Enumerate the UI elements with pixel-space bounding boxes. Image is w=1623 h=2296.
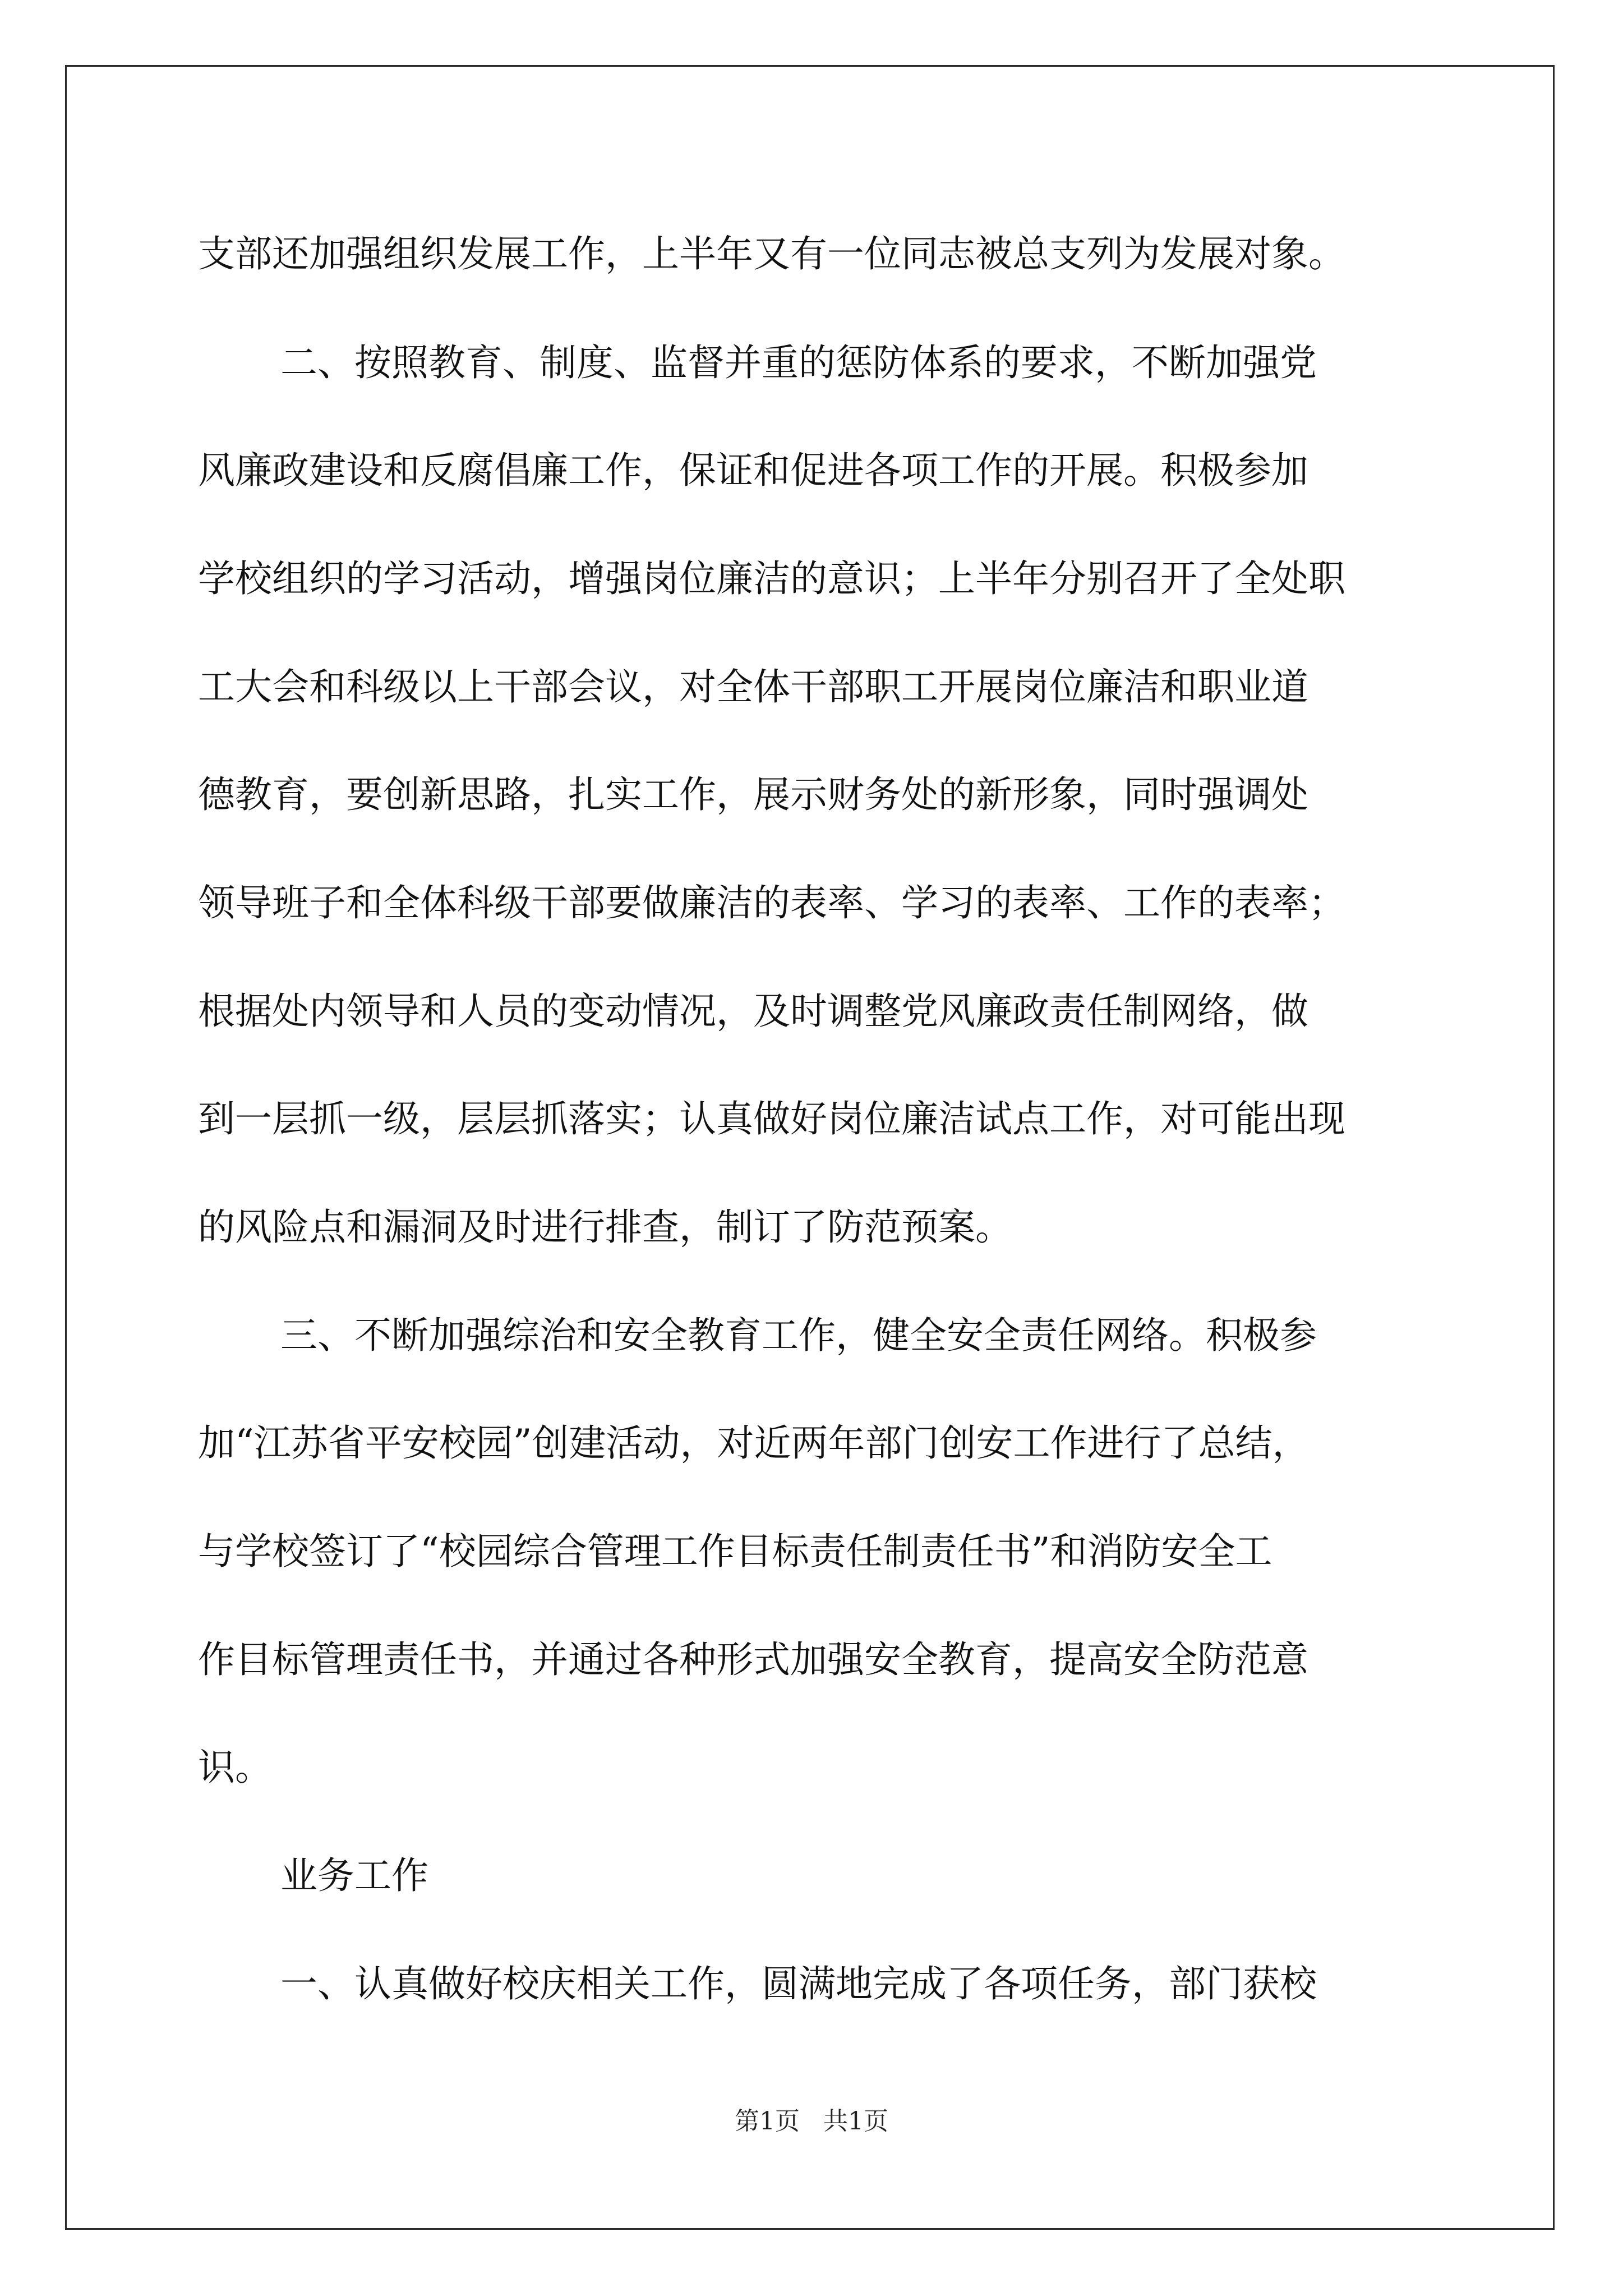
text-line-17: 一、认真做好校庆相关工作，圆满地完成了各项任务，部门获校	[280, 1962, 1317, 2005]
text-line-1: 支部还加强组织发展工作，上半年又有一位同志被总支列为发展对象。	[198, 232, 1345, 275]
text-line-9: 到一层抓一级，层层抓落实；认真做好岗位廉洁试点工作，对可能出现	[198, 1097, 1345, 1140]
text-line-7: 领导班子和全体科级干部要做廉洁的表率、学习的表率、工作的表率；	[198, 881, 1345, 924]
text-line-11: 三、不断加强综治和安全教育工作，健全安全责任网络。积极参	[280, 1314, 1317, 1357]
text-line-8: 根据处内领导和人员的变动情况，及时调整党风廉政责任制网络，做	[198, 990, 1308, 1033]
text-line-12: 加“江苏省平安校园”创建活动，对近两年部门创安工作进行了总结，	[198, 1421, 1310, 1465]
page-footer: 第1页 共1页	[735, 2107, 888, 2136]
text-line-3: 风廉政建设和反腐倡廉工作，保证和促进各项工作的开展。积极参加	[198, 449, 1308, 492]
text-line-13: 与学校签订了“校园综合管理工作目标责任制责任书”和消防安全工	[198, 1530, 1272, 1573]
text-line-15: 识。	[198, 1746, 272, 1789]
text-line-10: 的风险点和漏洞及时进行排查，制订了防范预案。	[198, 1205, 1012, 1249]
section-heading: 业务工作	[280, 1854, 428, 1897]
text-line-14: 作目标管理责任书，并通过各种形式加强安全教育，提高安全防范意	[198, 1638, 1308, 1681]
text-line-2: 二、按照教育、制度、监督并重的惩防体系的要求，不断加强党	[280, 341, 1317, 384]
text-line-6: 德教育，要创新思路，扎实工作，展示财务处的新形象，同时强调处	[198, 773, 1308, 816]
text-line-5: 工大会和科级以上干部会议，对全体干部职工开展岗位廉洁和职业道	[198, 665, 1308, 708]
text-line-4: 学校组织的学习活动，增强岗位廉洁的意识；上半年分别召开了全处职	[198, 557, 1345, 600]
